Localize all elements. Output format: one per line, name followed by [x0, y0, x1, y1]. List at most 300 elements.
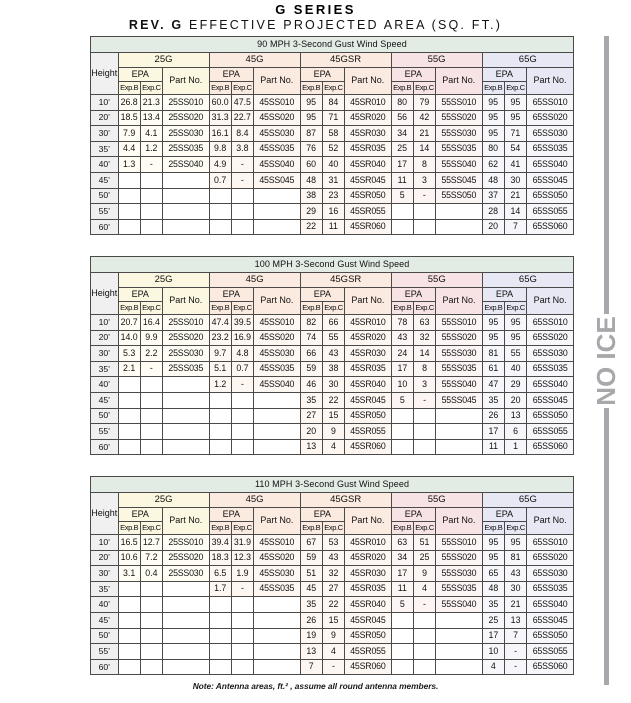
group-header-25g: 25G: [118, 273, 209, 288]
cell-part-no: [253, 204, 300, 220]
cell-part-no: 45SR045: [344, 172, 391, 188]
cell-exp-c: [140, 581, 162, 597]
cell-part-no: 45SR035: [345, 361, 392, 377]
cell-exp-b: [118, 188, 140, 204]
page-title: [0, 2, 631, 33]
cell-part-no: 45SS020: [254, 330, 301, 346]
cell-exp-c: 31: [322, 172, 344, 188]
cell-part-no: 45SR050: [344, 188, 391, 204]
cell-exp-b: 7.9: [118, 126, 140, 142]
cell-height: 50': [91, 628, 119, 644]
epa-table-100mph: [90, 256, 574, 455]
cell-exp-b: [209, 612, 231, 628]
cell-exp-b: 67: [300, 535, 322, 551]
cell-part-no: 65SS050: [527, 188, 574, 204]
epa-table: [90, 476, 574, 675]
cell-part-no: 65SS045: [527, 172, 574, 188]
cell-part-no: 55SS045: [436, 172, 483, 188]
cell-part-no: 55SS010: [436, 535, 483, 551]
header-part-no: Part No.: [254, 288, 301, 315]
cell-exp-b: 35: [482, 597, 504, 613]
header-exp-b: Exp.B: [300, 302, 322, 315]
cell-exp-b: 17: [391, 157, 413, 173]
cell-part-no: 45SR060: [345, 439, 392, 455]
cell-exp-b: [391, 408, 413, 424]
header-part-no: Part No.: [527, 288, 574, 315]
cell-part-no: 25SS035: [162, 141, 209, 157]
header-epa: EPA: [391, 68, 435, 82]
cell-part-no: 45SR055: [345, 424, 392, 440]
cell-part-no: [436, 204, 483, 220]
cell-part-no: 45SR040: [344, 157, 391, 173]
cell-exp-b: 11: [482, 439, 504, 455]
table-row: [91, 659, 574, 675]
cell-part-no: 55SS020: [436, 550, 483, 566]
cell-part-no: [163, 392, 210, 408]
cell-exp-b: 5: [391, 392, 413, 408]
cell-exp-b: [118, 644, 140, 660]
cell-part-no: 45SS020: [253, 110, 300, 126]
cell-exp-c: 3: [413, 172, 435, 188]
header-exp-b: Exp.B: [300, 522, 322, 535]
cell-height: 20': [91, 330, 119, 346]
cell-exp-b: 48: [300, 172, 322, 188]
cell-exp-c: 25: [413, 550, 435, 566]
cell-exp-c: 4: [413, 581, 435, 597]
cell-exp-b: 27: [300, 408, 322, 424]
cell-part-no: 55SS020: [436, 110, 483, 126]
cell-part-no: 65SS040: [527, 157, 574, 173]
cell-exp-c: 8: [413, 361, 435, 377]
epa-table-110mph: [90, 476, 574, 675]
cell-exp-c: 29: [505, 377, 527, 393]
header-exp-c: Exp.C: [413, 302, 435, 315]
cell-exp-b: 18.3: [209, 550, 231, 566]
cell-exp-b: 78: [391, 315, 413, 331]
cell-exp-c: 27: [322, 581, 344, 597]
cell-exp-c: 4: [322, 439, 344, 455]
table-caption: 90 MPH 3-Second Gust Wind Speed: [91, 37, 574, 53]
cell-part-no: [436, 219, 483, 235]
footnote: Note: Antenna areas, ft.² , assume all round antenna members.: [192, 681, 439, 691]
cell-part-no: 55SS010: [436, 315, 483, 331]
table-row: [91, 644, 574, 660]
cell-exp-c: [413, 424, 435, 440]
table-row: [91, 612, 574, 628]
cell-part-no: 65SS040: [527, 377, 574, 393]
cell-exp-c: 47.5: [231, 95, 253, 111]
cell-exp-b: 11: [391, 172, 413, 188]
cell-exp-b: 34: [391, 550, 413, 566]
header-exp-b: Exp.B: [209, 82, 231, 95]
header-epa: EPA: [209, 508, 253, 522]
group-header-65g: 65G: [482, 273, 573, 288]
header-height: Height: [91, 493, 119, 535]
cell-exp-b: [118, 408, 140, 424]
cell-part-no: 55SS035: [436, 361, 483, 377]
cell-exp-b: 60: [300, 157, 322, 173]
header-exp-c: Exp.C: [322, 302, 344, 315]
header-exp-c: Exp.C: [322, 522, 344, 535]
cell-part-no: 65SS035: [527, 141, 574, 157]
cell-exp-b: 81: [482, 346, 504, 362]
cell-exp-c: 15: [322, 612, 344, 628]
cell-part-no: [163, 408, 210, 424]
cell-exp-b: 19: [300, 628, 322, 644]
cell-exp-b: [118, 659, 140, 675]
header-epa: EPA: [482, 288, 526, 302]
cell-exp-c: -: [231, 157, 253, 173]
header-exp-b: Exp.B: [300, 82, 322, 95]
side-label-90mph: [0, 36, 88, 231]
cell-part-no: 45SS040: [253, 157, 300, 173]
cell-part-no: 25SS020: [162, 110, 209, 126]
cell-part-no: 45SR010: [345, 535, 392, 551]
cell-exp-c: [140, 644, 162, 660]
cell-exp-b: 20: [300, 424, 322, 440]
header-exp-b: Exp.B: [482, 82, 504, 95]
cell-exp-c: [231, 628, 253, 644]
header-part-no: Part No.: [163, 288, 210, 315]
cell-part-no: [253, 219, 300, 235]
cell-exp-c: 71: [322, 110, 344, 126]
cell-part-no: 45SS045: [253, 172, 300, 188]
cell-exp-b: 56: [391, 110, 413, 126]
cell-exp-c: 95: [504, 110, 526, 126]
cell-exp-b: 37: [482, 188, 504, 204]
header-part-no: Part No.: [345, 288, 392, 315]
cell-exp-c: [413, 408, 435, 424]
cell-exp-c: [231, 612, 253, 628]
cell-exp-c: 54: [504, 141, 526, 157]
cell-exp-c: 3: [413, 377, 435, 393]
cell-exp-c: [231, 659, 253, 675]
cell-part-no: 65SS040: [527, 597, 574, 613]
cell-height: 20': [91, 110, 119, 126]
cell-exp-b: 65: [482, 566, 504, 582]
cell-exp-c: 40: [505, 361, 527, 377]
cell-exp-c: 3.8: [231, 141, 253, 157]
table-caption: 110 MPH 3-Second Gust Wind Speed: [91, 477, 574, 493]
header-part-no: Part No.: [527, 508, 574, 535]
cell-exp-b: 63: [391, 535, 413, 551]
cell-exp-c: [140, 377, 162, 393]
header-part-no: Part No.: [527, 68, 574, 95]
cell-exp-b: 47: [482, 377, 504, 393]
cell-exp-c: 0.7: [231, 361, 253, 377]
header-exp-c: Exp.C: [504, 82, 526, 95]
title-revision: REV. G: [128, 18, 184, 32]
cell-part-no: [436, 612, 483, 628]
cell-part-no: [254, 612, 301, 628]
side-label-110mph: [0, 482, 88, 677]
cell-exp-c: -: [231, 581, 253, 597]
cell-exp-c: 21: [504, 597, 526, 613]
cell-exp-c: 1.9: [231, 566, 253, 582]
cell-exp-c: 30: [322, 377, 344, 393]
cell-exp-b: [209, 408, 231, 424]
cell-exp-b: 35: [482, 392, 504, 408]
cell-exp-b: 5.1: [209, 361, 231, 377]
cell-exp-b: 20: [482, 219, 504, 235]
header-part-no: Part No.: [436, 508, 483, 535]
table-row: [91, 550, 574, 566]
cell-exp-b: 39.4: [209, 535, 231, 551]
cell-exp-c: 52: [322, 141, 344, 157]
table-row: [91, 172, 574, 188]
cell-exp-c: 22: [322, 392, 344, 408]
cell-exp-b: 46: [300, 377, 322, 393]
cell-exp-b: 10: [482, 644, 504, 660]
cell-exp-c: 4: [322, 644, 344, 660]
cell-exp-c: 63: [413, 315, 435, 331]
header-exp-c: Exp.C: [504, 522, 526, 535]
cell-height: 35': [91, 141, 119, 157]
cell-exp-c: 14: [413, 141, 435, 157]
cell-part-no: 65SS050: [527, 408, 574, 424]
cell-exp-c: 21: [504, 188, 526, 204]
header-exp-b: Exp.B: [209, 522, 231, 535]
cell-part-no: 25SS035: [163, 361, 210, 377]
cell-part-no: 55SS040: [436, 597, 483, 613]
header-exp-b: Exp.B: [209, 302, 231, 315]
cell-exp-c: 43: [322, 550, 344, 566]
cell-exp-b: 95: [482, 95, 504, 111]
cell-height: 10': [91, 315, 119, 331]
cell-exp-b: 1.7: [209, 581, 231, 597]
cell-part-no: 25SS010: [163, 535, 210, 551]
group-header-45g: 45G: [209, 53, 300, 68]
header-epa: EPA: [209, 288, 253, 302]
cell-exp-c: 22.7: [231, 110, 253, 126]
cell-exp-b: [209, 439, 231, 455]
cell-part-no: 25SS040: [162, 157, 209, 173]
cell-exp-c: 4.8: [231, 346, 253, 362]
cell-exp-b: 45: [300, 581, 322, 597]
cell-exp-c: [413, 628, 435, 644]
cell-exp-c: -: [413, 392, 435, 408]
cell-part-no: 25SS020: [163, 550, 210, 566]
cell-part-no: 45SS030: [253, 126, 300, 142]
cell-part-no: [162, 219, 209, 235]
cell-exp-c: 38: [322, 361, 344, 377]
header-epa: EPA: [300, 288, 344, 302]
group-header-65g: 65G: [482, 493, 573, 508]
cell-exp-c: [413, 439, 435, 455]
header-part-no: Part No.: [162, 68, 209, 95]
cell-exp-c: 9.9: [140, 330, 162, 346]
cell-exp-b: 13: [300, 644, 322, 660]
cell-height: 50': [91, 408, 119, 424]
cell-part-no: 65SS035: [527, 581, 574, 597]
cell-exp-c: 7: [504, 219, 526, 235]
cell-exp-b: [391, 644, 413, 660]
cell-exp-b: 17: [391, 361, 413, 377]
table-row: [91, 141, 574, 157]
cell-exp-c: [140, 659, 162, 675]
header-exp-c: Exp.C: [231, 522, 253, 535]
cell-exp-c: [231, 439, 253, 455]
cell-part-no: [163, 424, 210, 440]
table-row: [91, 157, 574, 173]
header-part-no: Part No.: [163, 508, 210, 535]
cell-part-no: 65SS020: [527, 550, 574, 566]
table-row: [91, 424, 574, 440]
cell-part-no: [163, 597, 210, 613]
header-part-no: Part No.: [344, 68, 391, 95]
cell-part-no: 65SS030: [527, 126, 574, 142]
cell-height: 55': [91, 644, 119, 660]
cell-part-no: 45SR050: [345, 408, 392, 424]
cell-exp-b: 26.8: [118, 95, 140, 111]
header-part-no: Part No.: [436, 68, 483, 95]
cell-exp-b: 0.7: [209, 172, 231, 188]
cell-exp-c: [231, 597, 253, 613]
header-epa: EPA: [300, 508, 344, 522]
cell-exp-c: [413, 644, 435, 660]
cell-exp-c: [140, 392, 162, 408]
cell-part-no: 65SS020: [527, 110, 574, 126]
header-epa: EPA: [391, 508, 435, 522]
cell-height: 50': [91, 188, 119, 204]
cell-exp-b: [118, 597, 140, 613]
cell-part-no: 45SS030: [254, 346, 301, 362]
cell-part-no: 45SR060: [345, 659, 392, 675]
cell-part-no: 45SR045: [345, 612, 392, 628]
rail-rule-bottom: [604, 408, 609, 686]
cell-exp-c: 71: [504, 126, 526, 142]
cell-exp-c: [231, 204, 253, 220]
cell-part-no: 55SS050: [436, 188, 483, 204]
cell-exp-c: [140, 188, 162, 204]
cell-part-no: 45SS010: [254, 315, 301, 331]
cell-exp-c: 2.2: [140, 346, 162, 362]
cell-height: 35': [91, 361, 119, 377]
cell-exp-b: [118, 172, 140, 188]
cell-exp-c: [231, 188, 253, 204]
cell-part-no: 45SR035: [344, 141, 391, 157]
cell-part-no: 25SS010: [162, 95, 209, 111]
cell-exp-c: -: [504, 644, 526, 660]
cell-exp-c: 16.4: [140, 315, 162, 331]
cell-height: 45': [91, 392, 119, 408]
cell-part-no: 45SR050: [345, 628, 392, 644]
cell-exp-b: 29: [300, 204, 322, 220]
group-header-45gsr: 45GSR: [300, 493, 391, 508]
cell-part-no: 45SR030: [345, 566, 392, 582]
cell-part-no: 45SS020: [254, 550, 301, 566]
cell-part-no: 65SS045: [527, 392, 574, 408]
table-row: [91, 188, 574, 204]
cell-exp-c: 84: [322, 95, 344, 111]
cell-exp-c: 6: [505, 424, 527, 440]
no-ice-label: NO ICE: [591, 315, 622, 406]
cell-exp-b: 95: [482, 535, 504, 551]
cell-exp-b: 7: [300, 659, 322, 675]
cell-part-no: 55SS035: [436, 581, 483, 597]
cell-exp-c: [413, 612, 435, 628]
cell-part-no: 65SS010: [527, 95, 574, 111]
cell-exp-b: 87: [300, 126, 322, 142]
cell-exp-b: 11: [391, 581, 413, 597]
header-exp-b: Exp.B: [391, 82, 413, 95]
header-part-no: Part No.: [345, 508, 392, 535]
cell-exp-c: [140, 408, 162, 424]
header-exp-c: Exp.C: [140, 302, 162, 315]
cell-part-no: [163, 612, 210, 628]
cell-part-no: 45SR020: [345, 550, 392, 566]
cell-exp-b: [391, 612, 413, 628]
header-exp-b: Exp.B: [118, 302, 140, 315]
cell-exp-b: 66: [300, 346, 322, 362]
cell-exp-c: 95: [504, 535, 526, 551]
cell-exp-c: 32: [322, 566, 344, 582]
cell-exp-b: [391, 628, 413, 644]
cell-part-no: [163, 377, 210, 393]
cell-height: 10': [91, 95, 119, 111]
cell-exp-b: 13: [300, 439, 322, 455]
cell-exp-c: 8: [413, 157, 435, 173]
cell-exp-c: 32: [413, 330, 435, 346]
cell-exp-b: [118, 392, 140, 408]
cell-exp-b: 9.7: [209, 346, 231, 362]
cell-part-no: 45SS035: [253, 141, 300, 157]
cell-part-no: 65SS030: [527, 346, 574, 362]
table-row: [91, 346, 574, 362]
cell-part-no: 65SS055: [527, 204, 574, 220]
cell-exp-b: 16.5: [118, 535, 140, 551]
cell-exp-b: 95: [300, 95, 322, 111]
cell-part-no: 25SS010: [163, 315, 210, 331]
group-header-25g: 25G: [118, 493, 209, 508]
cell-part-no: 55SS030: [436, 566, 483, 582]
cell-exp-c: 21: [413, 126, 435, 142]
cell-part-no: 65SS035: [527, 361, 574, 377]
header-exp-b: Exp.B: [118, 82, 140, 95]
cell-exp-c: [140, 628, 162, 644]
cell-part-no: [436, 628, 483, 644]
cell-height: 40': [91, 157, 119, 173]
cell-exp-c: 53: [322, 535, 344, 551]
cell-exp-b: 43: [391, 330, 413, 346]
cell-exp-c: 8.4: [231, 126, 253, 142]
cell-part-no: 55SS020: [436, 330, 483, 346]
cell-part-no: [254, 424, 301, 440]
cell-exp-b: 17: [482, 424, 504, 440]
group-header-65g: 65G: [482, 53, 573, 68]
cell-part-no: 65SS050: [527, 628, 574, 644]
cell-part-no: [254, 597, 301, 613]
cell-exp-c: 9: [322, 424, 344, 440]
header-exp-b: Exp.B: [118, 522, 140, 535]
cell-exp-b: [209, 204, 231, 220]
cell-exp-c: [140, 172, 162, 188]
cell-exp-b: [118, 377, 140, 393]
cell-exp-c: [413, 204, 435, 220]
cell-part-no: 45SR030: [345, 346, 392, 362]
cell-exp-c: 95: [504, 95, 526, 111]
group-header-45gsr: 45GSR: [300, 53, 391, 68]
cell-exp-b: [209, 597, 231, 613]
cell-exp-b: 31.3: [209, 110, 231, 126]
table-row: [91, 330, 574, 346]
cell-exp-b: [118, 612, 140, 628]
cell-exp-c: [140, 204, 162, 220]
cell-exp-b: 25: [482, 612, 504, 628]
cell-part-no: 65SS010: [527, 315, 574, 331]
cell-part-no: 45SR010: [344, 95, 391, 111]
cell-exp-c: -: [322, 659, 344, 675]
